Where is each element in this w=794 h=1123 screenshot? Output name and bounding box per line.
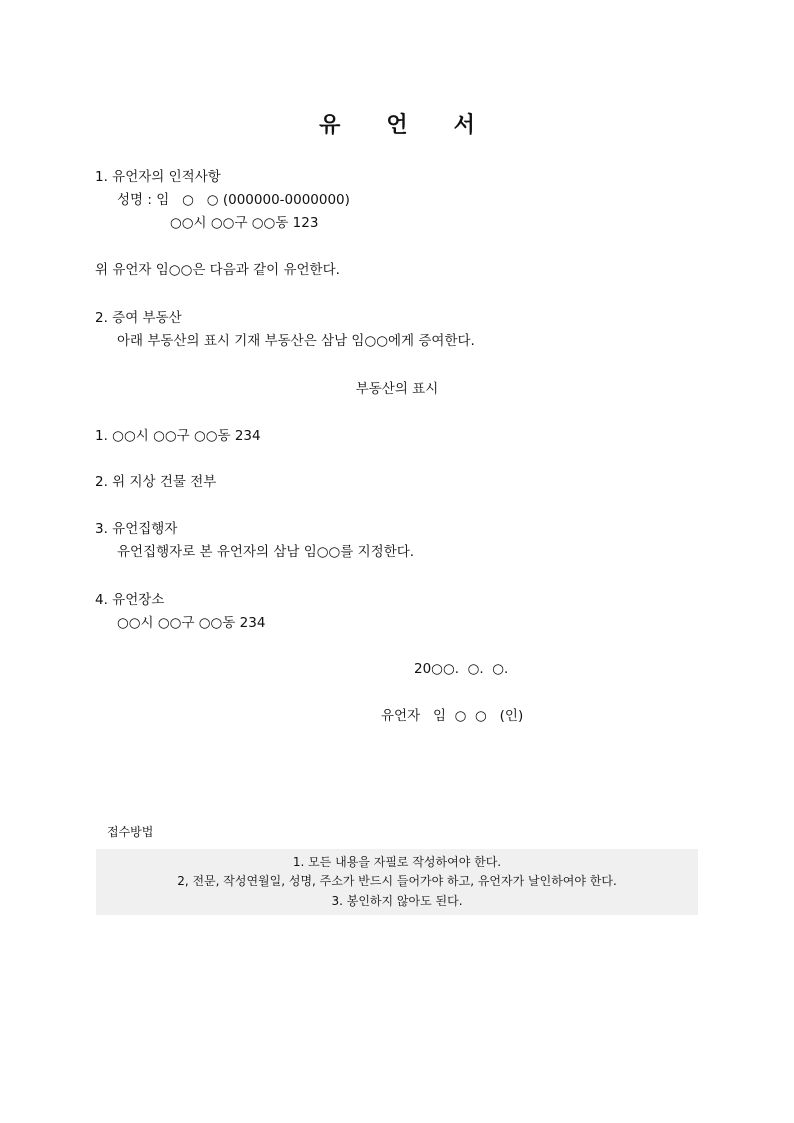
property-item-2: 2. 위 지상 건물 전부	[95, 474, 217, 490]
section1-heading: 1. 유언자의 인적사항	[95, 169, 221, 185]
section3-heading: 3. 유언집행자	[95, 521, 178, 537]
notice-line-1: 1. 모든 내용을 자필로 작성하여야 한다.	[292, 854, 502, 869]
notice-box	[96, 849, 698, 915]
notice-line-2: 2, 전문, 작성연월일, 성명, 주소가 반드시 들어가야 하고, 유언자가 날인하여야 한다.	[177, 874, 617, 889]
section2-body: 아래 부동산의 표시 기재 부동산은 삼남 임○○에게 증여한다.	[117, 333, 475, 349]
declaration-text: 위 유언자 임○○은 다음과 같이 유언한다.	[95, 262, 340, 278]
notice-line-3: 3. 봉인하지 않아도 된다.	[331, 893, 463, 908]
section4-heading: 4. 유언장소	[95, 592, 165, 608]
testator-address-line: ○○시 ○○구 ○○동 123	[170, 215, 319, 231]
property-title: 부동산의 표시	[355, 381, 439, 397]
property-item-1: 1. ○○시 ○○구 ○○동 234	[95, 428, 261, 444]
section3-body: 유언집행자로 본 유언자의 삼남 임○○를 지정한다.	[117, 544, 415, 560]
section2-heading: 2. 증여 부동산	[95, 310, 182, 326]
testator-name-line: 성명 : 임 ○ ○ (000000-0000000)	[117, 192, 350, 208]
document-date: 20○○. ○. ○.	[414, 661, 509, 677]
section4-body: ○○시 ○○구 ○○동 234	[117, 615, 266, 631]
signature-line: 유언자 임 ○ ○ (인)	[381, 708, 524, 724]
document-title: 유언서	[319, 113, 521, 138]
notice-label: 접수방법	[107, 825, 154, 839]
